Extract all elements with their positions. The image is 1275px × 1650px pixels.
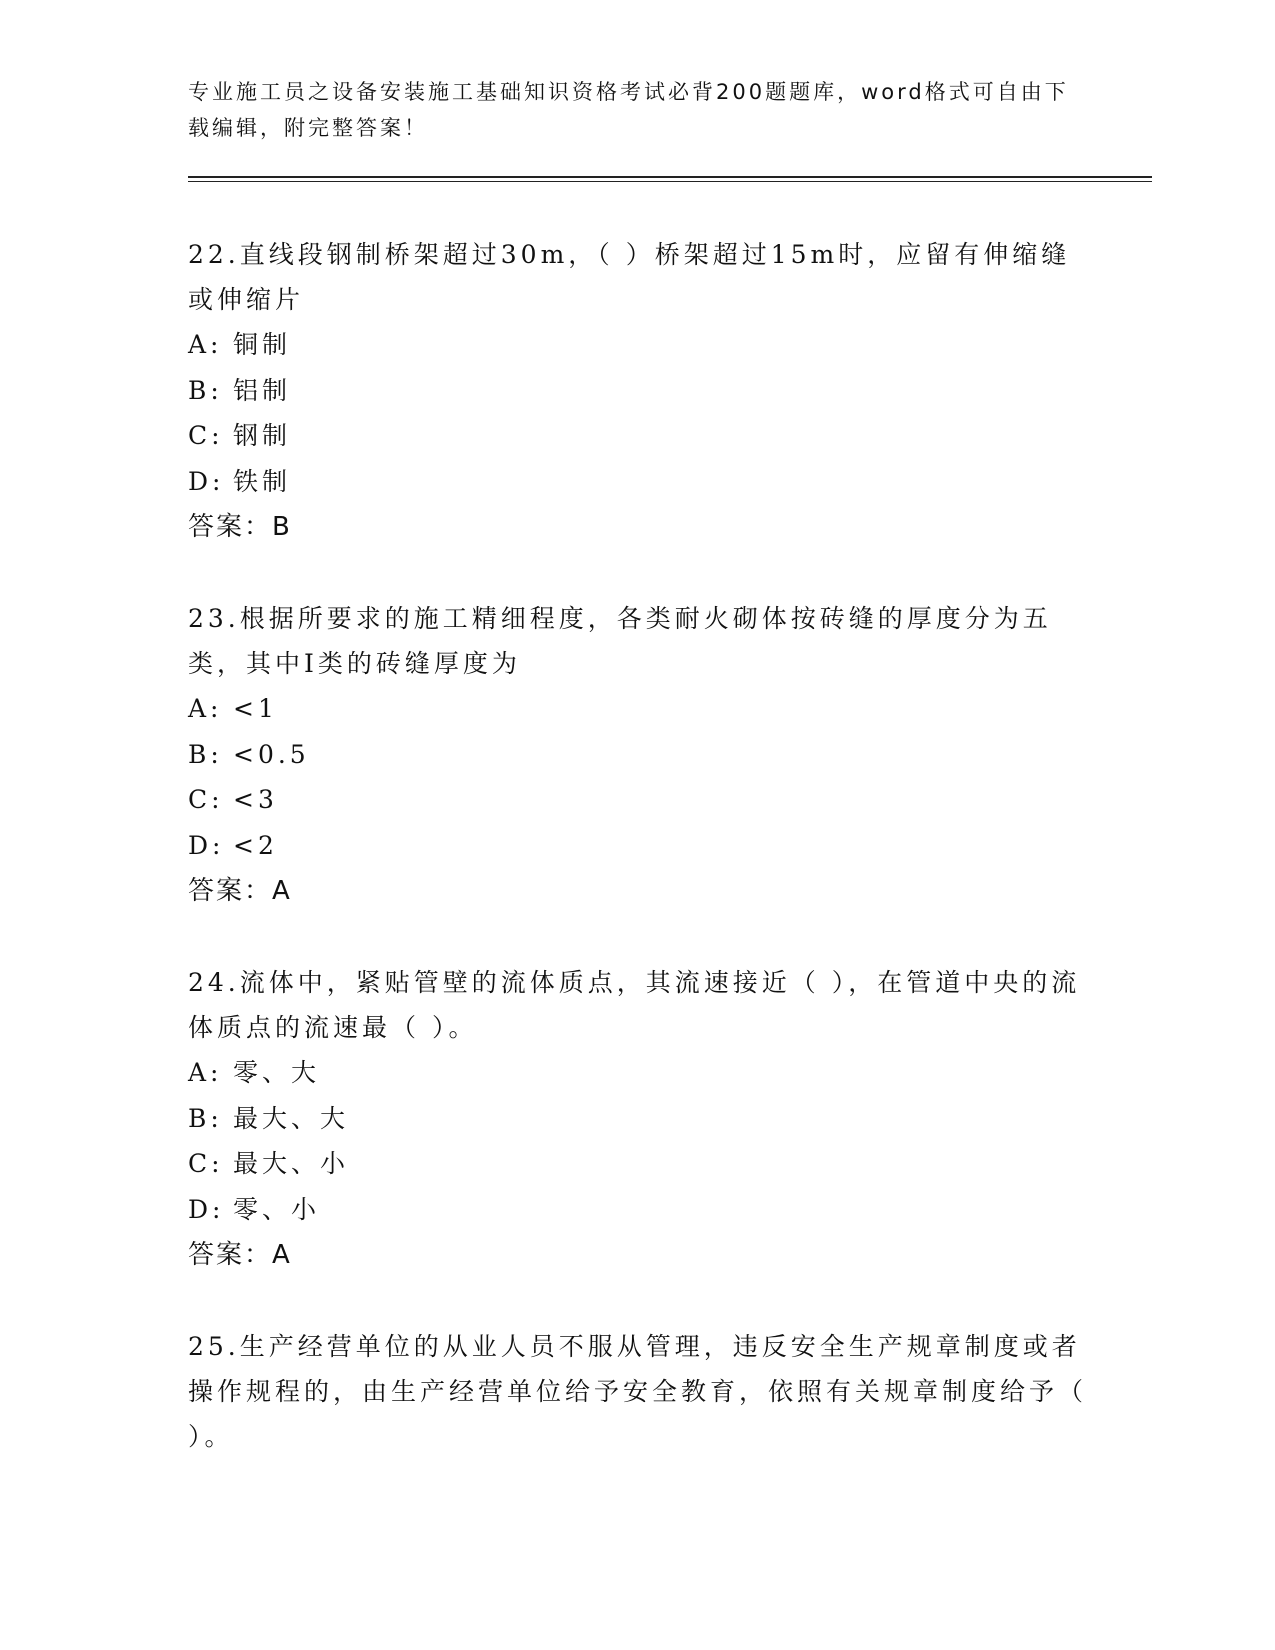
answer-line: 答案：A [188,1240,292,1270]
option-d [188,1187,1088,1233]
option-c [188,777,1088,823]
answer-line: 答案：B [188,512,292,542]
option-text: <1 [233,694,278,723]
option-text: 最大、小 [233,1149,350,1178]
question-stem: 22.直线段钢制桥架超过30m，（ ）桥架超过15m时，应留有伸缩缝或伸缩片 [188,240,1071,314]
option-text: 钢制 [233,421,292,450]
option-d [188,459,1088,505]
option-text: 零、小 [233,1194,321,1224]
option-text: <0.5 [233,739,310,769]
option-a [188,686,1088,732]
option-b [188,732,1088,778]
option-c [188,1141,1088,1187]
option-a [188,322,1088,368]
option-text: 最大、大 [233,1103,350,1133]
option-text: 铜制 [233,330,292,359]
option-letter: D: [188,1194,225,1224]
option-b [188,368,1088,414]
option-letter: B: [188,1103,223,1133]
option-letter: C: [188,421,224,450]
option-letter: D: [188,830,225,860]
option-letter: D: [188,466,225,496]
option-letter: A: [188,330,223,359]
option-letter: A: [188,694,223,723]
question-23 [188,596,1088,914]
answer-line: 答案：A [188,876,292,906]
option-letter: C: [188,785,224,814]
option-letter: A: [188,1058,223,1087]
option-text: 铝制 [233,375,292,405]
option-c [188,413,1088,459]
option-d [188,823,1088,869]
question-stem: 25.生产经营单位的从业人员不服从管理，违反安全生产规章制度或者操作规程的，由生产经营单位给予安全教育，依照有关规章制度给予（ ）。 [188,1332,1088,1451]
option-b [188,1096,1088,1142]
question-24 [188,960,1088,1278]
option-text: <2 [233,830,278,860]
option-text: <3 [233,785,278,814]
option-text: 铁制 [233,466,292,496]
option-text: 零、大 [233,1058,321,1087]
question-25 [188,1324,1088,1459]
option-a [188,1050,1088,1096]
question-stem: 24.流体中，紧贴管壁的流体质点，其流速接近（ ），在管道中央的流体质点的流速最（ ）。 [188,968,1081,1042]
page-header: 专业施工员之设备安装施工基础知识资格考试必背200题题库，word格式可自由下载编辑，附完整答案！ [188,80,1069,140]
question-22 [188,232,1088,550]
option-letter: C: [188,1149,224,1178]
option-letter: B: [188,375,223,405]
question-stem: 23.根据所要求的施工精细程度，各类耐火砌体按砖缝的厚度分为五类，其中I类的砖缝厚度为 [188,604,1052,678]
option-letter: B: [188,739,223,769]
header-divider [188,176,1152,182]
